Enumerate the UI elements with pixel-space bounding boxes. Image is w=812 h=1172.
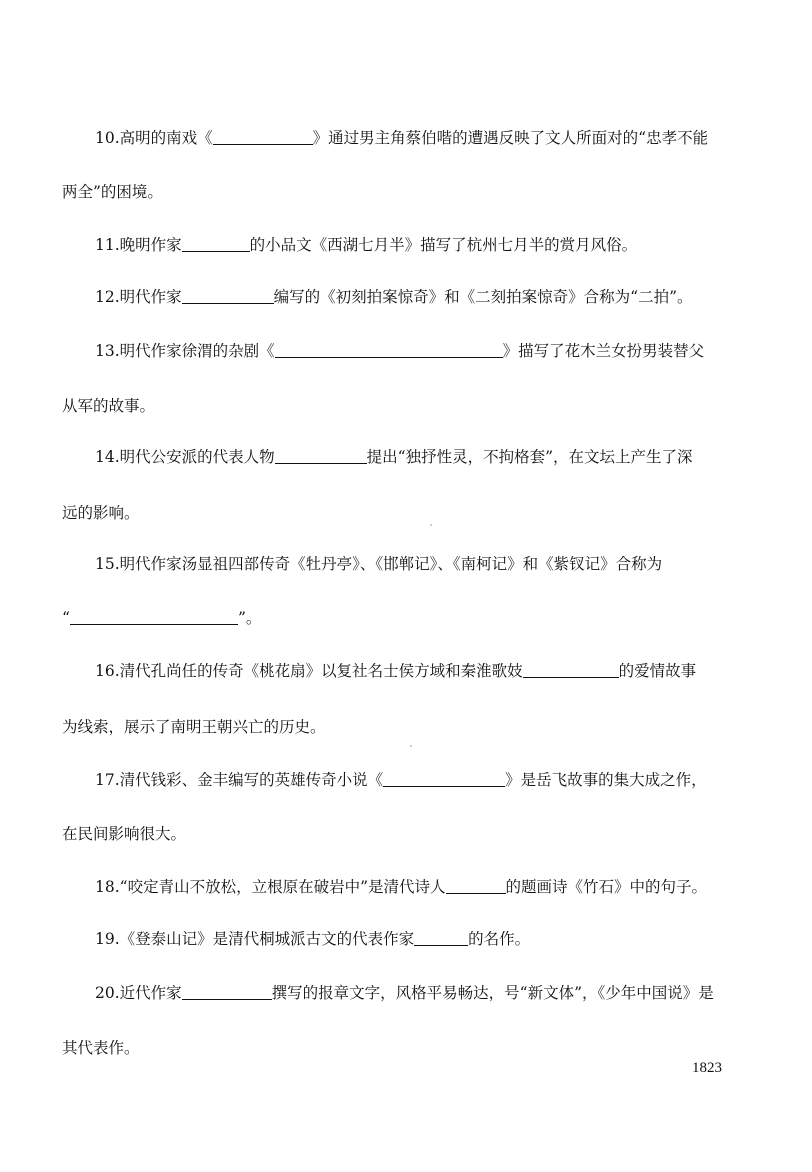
question-13-text-start: 13.明代作家徐渭的杂剧《 [95,342,275,360]
question-12-text-end: 编写的《初刻拍案惊奇》和《二刻拍案惊奇》合称为“二拍”。 [273,288,693,306]
question-14-blank[interactable] [275,449,367,464]
question-15-open-quote: “ [62,609,70,627]
question-20-text-start: 20.近代作家 [95,984,182,1002]
question-14 [95,447,693,467]
question-18-text-end: 的题画诗《竹石》中的句子。 [505,878,708,896]
question-16-blank[interactable] [523,663,619,678]
question-11-blank[interactable] [182,237,250,252]
question-15-close-quote: ”。 [237,609,262,627]
question-20 [95,983,714,1003]
question-16-continuation: 为线索，展示了南明王朝兴亡的历史。 [62,718,326,736]
question-19-text-end: 的名作。 [468,930,531,948]
question-17-text-start: 17.清代钱彩、金丰编写的英雄传奇小说《 [95,771,384,789]
question-10-continuation: 两全”的困境。 [62,183,163,201]
question-11-text-start: 11.晚明作家 [95,236,182,254]
question-17-text-end: 》是岳飞故事的集大成之作， [505,771,707,789]
question-13 [95,341,704,361]
question-20-blank[interactable] [182,985,272,1000]
page-number: 1823 [692,1060,722,1076]
question-13-continuation: 从军的故事。 [62,397,156,415]
question-17-continuation: 在民间影响很大。 [62,825,187,843]
question-12-blank[interactable] [182,289,274,304]
question-18-blank[interactable] [446,879,506,894]
question-13-blank[interactable] [275,343,503,358]
question-11 [95,235,637,255]
question-12-text-start: 12.明代作家 [95,288,182,306]
question-17 [95,770,707,790]
question-18-text-start: 18.“咬定青山不放松，立根原在破岩中”是清代诗人 [95,878,446,896]
question-15 [95,554,662,574]
question-19 [95,929,530,949]
question-14-text-end: 提出“独抒性灵，不拘格套”，在文坛上产生了深 [366,448,693,466]
question-11-text-end: 的小品文《西湖七月半》描写了杭州七月半的赏月风俗。 [249,236,638,254]
question-16-text-start: 16.清代孔尚任的传奇《桃花扇》以复社名士侯方域和秦淮歌妓 [95,662,523,680]
scan-speck [430,524,432,526]
question-10-blank[interactable] [213,130,313,145]
question-15-continuation [62,608,261,628]
question-17-blank[interactable] [383,772,505,787]
question-10-text-end: 》通过男主角蔡伯喈的遭遇反映了文人所面对的“忠孝不能 [312,129,709,147]
question-20-text-end: 撰写的报章文字，风格平易畅达，号“新文体”，《少年中国说》是 [271,984,714,1002]
question-16 [95,661,696,681]
question-18 [95,877,707,897]
question-14-text-start: 14.明代公安派的代表人物 [95,448,275,466]
scan-speck [410,745,412,747]
question-15-text: 15.明代作家汤显祖四部传奇《牡丹亭》、《邯郸记》、《南柯记》和《紫钗记》合称为 [95,555,663,573]
question-19-text-start: 19.《登泰山记》是清代桐城派古文的代表作家 [95,930,415,948]
question-14-continuation: 远的影响。 [62,504,140,522]
question-12 [95,287,693,307]
question-10-text-start: 10.高明的南戏《 [95,129,213,147]
question-15-blank[interactable] [70,610,238,625]
question-10 [95,128,708,148]
question-16-text-end: 的爱情故事 [618,662,697,680]
question-20-continuation: 其代表作。 [62,1039,140,1057]
question-19-blank[interactable] [414,931,468,946]
question-13-text-end: 》描写了花木兰女扮男装替父 [502,342,705,360]
